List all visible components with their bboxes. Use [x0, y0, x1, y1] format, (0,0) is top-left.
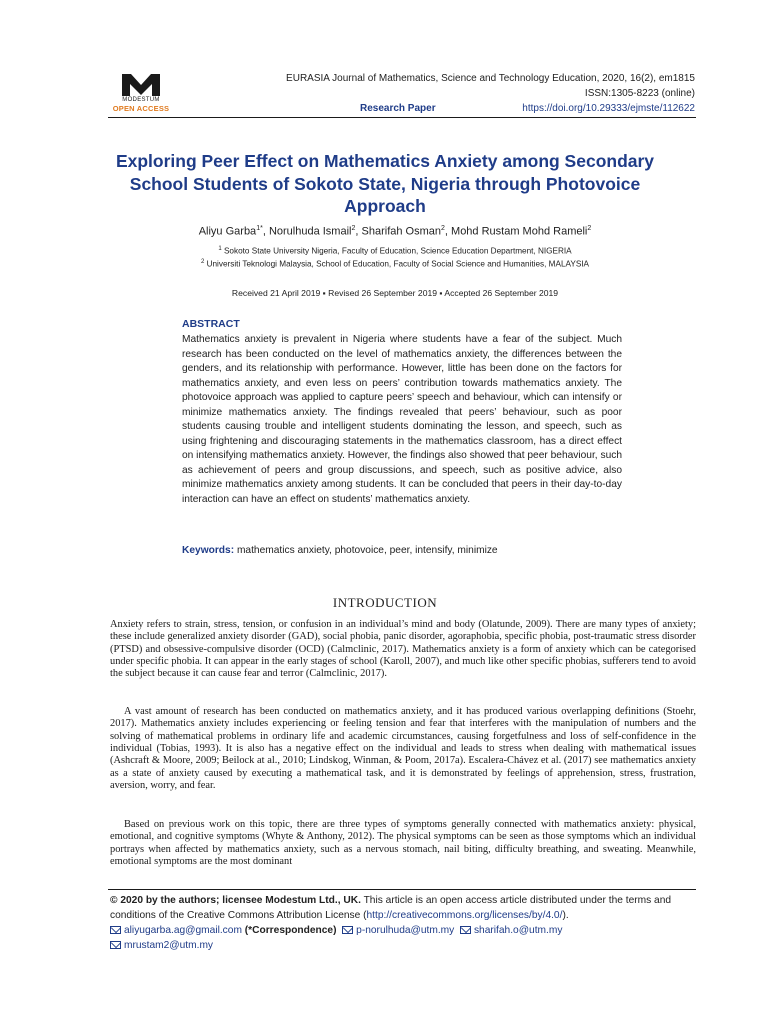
intro-paragraph-1 — [110, 619, 696, 681]
copyright-bold: © 2020 by the authors; licensee Modestum Ltd., UK. — [110, 895, 361, 906]
affiliation-mark: 2 — [200, 259, 205, 265]
journal-line: EURASIA Journal of Mathematics, Science and Technology Education, 2020, 16(2), em1815 — [286, 73, 695, 84]
author-name: Sharifah Osman — [361, 225, 441, 238]
email-link-4[interactable]: mrustam2@utm.my — [124, 940, 214, 951]
keywords-label: Keywords: — [182, 545, 235, 556]
issn-line: ISSN:1305-8223 (online) — [584, 88, 695, 99]
email-link-3[interactable]: sharifah.o@utm.my — [473, 925, 563, 936]
affiliation-mark: 1 — [218, 246, 222, 252]
doi-link[interactable]: https://doi.org/10.29333/ejmste/112622 — [522, 103, 695, 114]
correspondence-label: (*Correspondence) — [244, 925, 337, 936]
keywords — [182, 545, 498, 556]
logo-name: MODESTUM — [122, 97, 160, 103]
intro-paragraph-3 — [110, 819, 696, 868]
paper-type: Research Paper — [360, 103, 436, 114]
paragraph-text: Anxiety refers to strain, stress, tension, or confusion in an individual’s mind and body (Olatunde, 2009). There are many types of anxiety; these include generalized anxiety disorder (GAD), social phobia, panic disorder, agoraphobia, specific phobia, post-traumatic stress disorder (PTSD) and obsessive-compulsive disorder (OCD) (Calmclinic, 2017). Mathematics anxiety is a form of anxiety which can be categorised under specific phobia. It can appear in the early stages of school (Karoll, 2007), and much like other specific phobias, sufferers tend to avoid the subject because it can cause fear and terror (Calmclinic, 2017). — [110, 619, 696, 680]
author-name: Norulhuda Ismail — [268, 225, 352, 238]
mail-icon — [460, 926, 471, 934]
author-name: Mohd Rustam Mohd Rameli — [451, 225, 588, 238]
mail-icon — [342, 926, 353, 934]
footer-divider — [108, 889, 696, 890]
affiliation-text: Sokoto State University Nigeria, Faculty of Education, Science Education Department, NIGERIA — [223, 246, 572, 256]
email-link-1[interactable]: aliyugarba.ag@gmail.com — [124, 925, 242, 936]
introduction-heading: INTRODUCTION — [332, 595, 438, 610]
copyright-end: ). — [562, 910, 569, 921]
paragraph-text: A vast amount of research has been conducted on mathematics anxiety, and it has produced various overlapping definitions (Stoehr, 2017). Mathematics anxiety includes experiencing or feeling tension and fear that interferes with the manipulation of numbers and the solving of mathematical problems in ordinary life and academic circumstances, causing forgetfulness and loss of self-confidence in the individual (Tobias, 1993). It is also has a negative effect on the individual and leads to stress when dealing with mathematical issues (Ashcraft & Moore, 2009; Beilock at al., 2010; Lindskog, Winman, & Poom, 2017a). Escalera-Chávez et al. (2017) see mathematics anxiety as a state of anxiety caused by executing a mathematical task, and it is demonstrated by feelings of apprehension, stress, frustration, aversion, worry, and fear. — [110, 706, 696, 792]
open-access-label: OPEN ACCESS — [112, 104, 170, 113]
header-divider — [108, 117, 696, 118]
abstract-heading: ABSTRACT — [182, 318, 240, 330]
intro-paragraph-2 — [110, 706, 696, 792]
paper-title: Exploring Peer Effect on Mathematics Anxiety among Secondary School Students of Sokoto State, Nigeria through Photovoice Approach — [115, 151, 655, 216]
author-mark: 2 — [441, 225, 445, 232]
affiliation-text: Universiti Teknologi Malaysia, School of Education, Faculty of Social Science and Humanities, MALAYSIA — [206, 259, 590, 269]
author-mark: 1* — [256, 225, 263, 232]
author-list: Aliyu Garba$^{1*}$, Norulhuda Ismail$^2$, Sharifah Osman$^2$, Mohd Rustam Mohd Rameli$^2$ — [198, 225, 592, 238]
author-mark: 2 — [351, 225, 356, 232]
mail-icon — [110, 926, 121, 934]
abstract-body: Mathematics anxiety is prevalent in Nigeria where students have a fear of the subject. Much research has been conducted on the level of mathematics anxiety, the differences between the genders, and its relationship with performance. However, little has been done on the factors for mathematics anxiety, and even less on peers’ contribution towards mathematics anxiety. The photovoice approach was applied to capture peers’ speech and behaviour, which can intensify or minimize mathematics anxiety. The findings revealed that peers’ behaviour, such as poor students causing trouble and intelligent students dominating the lesson, and speech, such as using frightening and discouraging statements in the mathematics classroom, has a direct effect on intensifying mathematics anxiety. However, the findings also showed that peer behaviour, such as achievement of peers and group discussions, and speech, such as positive advice, also minimize mathematics anxiety among students. It can be concluded that peers in their day-to-day interaction can have an effect on students’ mathematics anxiety. — [182, 334, 622, 505]
author-name: Aliyu Garba — [198, 225, 257, 238]
received-dates: Received 21 April 2019 ▪ Revised 26 September 2019 ▪ Accepted 26 September 2019 — [231, 288, 559, 298]
keywords-text: mathematics anxiety, photovoice, peer, intensify, minimize — [236, 545, 498, 556]
email-link-2[interactable]: p-norulhuda@utm.my — [356, 925, 455, 936]
affiliation-2 — [100, 259, 690, 269]
author-mark: 2 — [587, 225, 592, 232]
affiliation-1 — [100, 246, 690, 256]
footer-license — [110, 893, 700, 953]
paragraph-text: Based on previous work on this topic, there are three types of symptoms generally connected with mathematics anxiety: physical, emotional, and cognitive symptoms (Whyte & Anthony, 2012). The physical symptoms can be seen as those symptoms which an individual portrays when affected by mathematics anxiety, such as a nervous stomach, nail biting, difficulty breathing, and sweating. Meanwhile, emotional symptoms are the most dominant — [110, 819, 696, 868]
copyright-text: This article is an open access article distributed under the terms and conditions of the Creative Commons Attribution License ( — [110, 895, 672, 921]
mail-icon — [110, 941, 121, 949]
license-link[interactable]: http://creativecommons.org/licenses/by/4.0/ — [366, 910, 563, 921]
